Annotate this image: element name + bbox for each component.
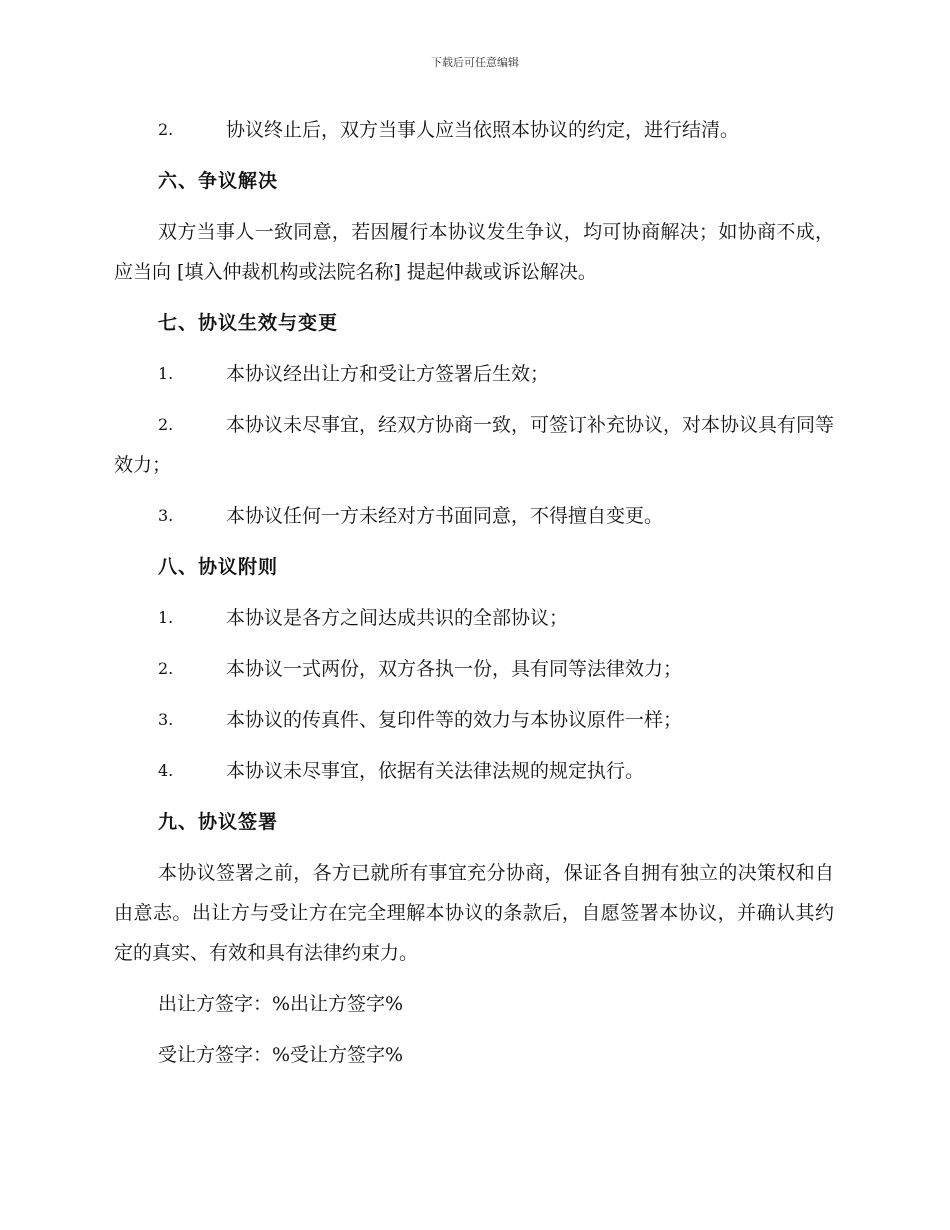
section-heading-6: 六、争议解决 (158, 170, 279, 192)
section-heading-9: 九、协议签署 (158, 811, 279, 833)
section-heading-7: 七、协议生效与变更 (158, 312, 339, 334)
transferee-signature-line: 受让方签字：%受让方签字% (158, 1044, 404, 1066)
transferor-signature-line: 出让方签字：%出让方签字% (158, 993, 404, 1015)
list-item (114, 354, 834, 394)
list-text: 本协议未尽事宜，依据有关法律法规的规定执行。 (226, 760, 645, 782)
list-number: 3. (158, 710, 174, 729)
list-item (114, 649, 834, 689)
list-item (114, 110, 834, 150)
list-text: 本协议未尽事宜，经双方协商一致，可签订补充协议，对本协议具有同等效力； (114, 414, 835, 476)
list-text: 本协议一式两份，双方各执一份，具有同等法律效力； (226, 658, 683, 680)
list-number: 2. (158, 120, 174, 139)
list-text: 本协议的传真件、复印件等的效力与本协议原件一样； (226, 709, 683, 731)
list-text: 协议终止后，双方当事人应当依照本协议的约定，进行结清。 (226, 119, 740, 141)
signing-paragraph: 本协议签署之前，各方已就所有事宜充分协商，保证各自拥有独立的决策权和自由意志。出让方与受让方在完全理解本协议的条款后，自愿签署本协议，并确认其约定的真实、有效和具有法律约束力。 (114, 862, 834, 964)
list-text: 本协议任何一方未经对方书面同意，不得擅自变更。 (226, 505, 664, 527)
list-text: 本协议是各方之间达成共识的全部协议； (226, 607, 569, 629)
list-number: 4. (158, 761, 174, 780)
list-number: 1. (158, 364, 174, 383)
list-item (114, 751, 834, 791)
dispute-paragraph: 双方当事人一致同意，若因履行本协议发生争议，均可协商解决；如协商不成，应当向 [填入仲裁机构或法院名称] 提起仲裁或诉讼解决。 (114, 221, 834, 283)
list-text: 本协议经出让方和受让方签署后生效； (226, 363, 550, 385)
list-item (114, 598, 834, 638)
list-number: 3. (158, 506, 174, 525)
list-item (114, 700, 834, 740)
section-heading-8: 八、协议附则 (158, 556, 279, 578)
list-number: 2. (158, 659, 174, 678)
document-body (114, 110, 834, 1086)
list-number: 1. (158, 608, 174, 627)
page-header: 下载后可任意编辑 (431, 56, 519, 69)
list-number: 2. (158, 415, 174, 434)
list-item (114, 496, 834, 536)
list-item (114, 405, 834, 485)
